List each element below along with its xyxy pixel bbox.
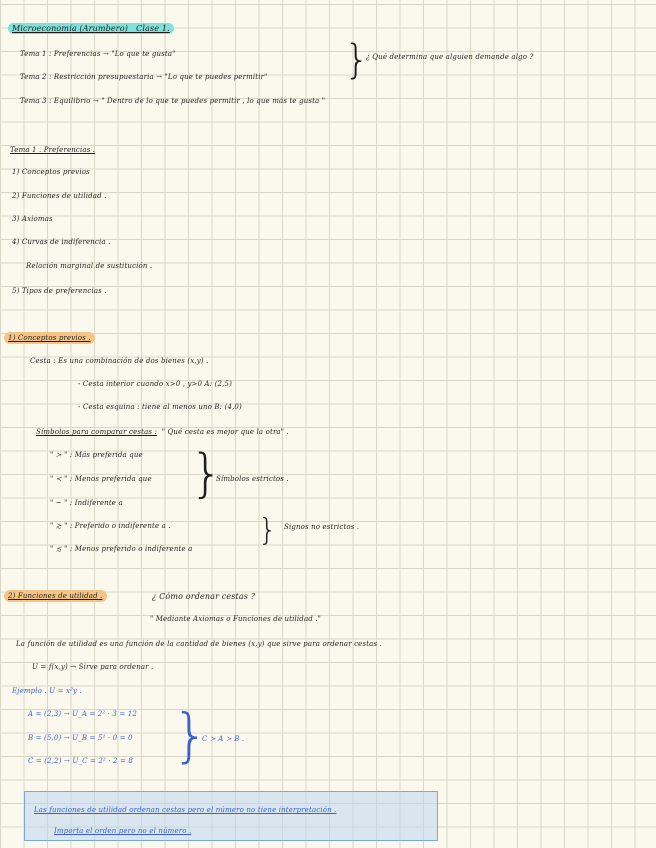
index-title: Tema 1 . Preferencias . [10,146,96,154]
index-item: 1) Conceptos previos [12,168,90,176]
section1-title [4,334,95,342]
section1-title-text: 1) Conceptos previos . [4,332,95,344]
example-order: C ≻ A ≻ B . [202,735,245,743]
simbolos-title: Símbolos para comparar cestas : [36,428,158,436]
course-title: Microeconomía (Arumbero) [12,24,129,33]
example-brace: } [172,701,209,769]
index-item: 2) Funciones de utilidad . [12,192,107,200]
tema-1: Tema 1 : Preferencias → "Lo que te gusta" [20,50,176,58]
index-item: 4) Curvas de indiferencia . [12,238,111,246]
cesta-definition: Cesta : Es una combinación de dos bienes (x,y) . [30,357,209,365]
tema-3: Tema 3 : Equilibrio → " Dentro de lo que te puedes permitir , lo que más te gusta " [20,97,326,105]
page-title [8,24,174,33]
example-row: A = (2,3) → U_A = 2² · 3 = 12 [28,710,138,718]
simbolos-note: " Qué cesta es mejor que la otra" . [161,428,289,436]
note-line-1: Las funciones de utilidad ordenan cestas pero el número no tiene interpretación . [34,806,337,814]
utility-formula: U = f(x,y) → Sirve para ordenar . [32,663,154,671]
nonstrict-label: Signos no estrictos . [284,523,360,531]
index-item: 5) Tipos de preferencias . [12,287,107,295]
note-line-2: Importa el orden pero no el número . [54,827,192,835]
tema-2: Tema 2 : Restricción presupuestaria → "Lo que te puedes permitir" [20,73,268,81]
symbol-row: " ≻ " : Más preferida que [50,451,143,459]
index-item: 3) Axiomas [12,215,53,223]
symbol-row: " ≿ " : Preferido o indiferente a . [50,522,171,530]
example-row: C = (2,2) → U_C = 2² · 2 = 8 [28,757,134,765]
utility-definition: La función de utilidad es una función de la cantidad de bienes (x,y) que sirve para ordenar cestas . [16,640,382,648]
index-item: Relación marginal de sustitución . [26,262,153,270]
section2-question: ¿ Cómo ordenar cestas ? [152,592,256,601]
section2-title-text: 2) Funciones de utilidad . [4,590,107,602]
cesta-esquina: - Cesta esquina : tiene al menos uno B: (4,0) [78,403,242,411]
strict-brace: } [190,444,224,504]
cesta-interior: - Cesta interior cuando x>0 , y>0 A: (2,5) [78,380,232,388]
symbol-row: " ≺ " : Menos preferida que [50,475,152,483]
simbolos-line [36,428,289,436]
example-label: Ejemplo . U = x²y . [12,687,82,695]
strict-label: Símbolos estrictos . [216,475,289,483]
section2-title [4,592,107,600]
section2-answer: " Mediante Axiomas o Funciones de utilidad ." [150,615,322,623]
title-highlight [8,23,174,34]
temas-question: ¿ Qué determina que alguien demande algo ? [366,53,534,61]
nonstrict-brace: } [258,513,278,548]
symbol-row: " ≾ " : Menos preferido o indiferente a [50,545,193,553]
symbol-row: " ~ " : Indiferente a [50,499,123,507]
temas-brace: } [344,37,370,83]
example-row: B = (5,0) → U_B = 5² · 0 = 0 [28,734,133,742]
class-number: Clase 1. [136,24,170,33]
